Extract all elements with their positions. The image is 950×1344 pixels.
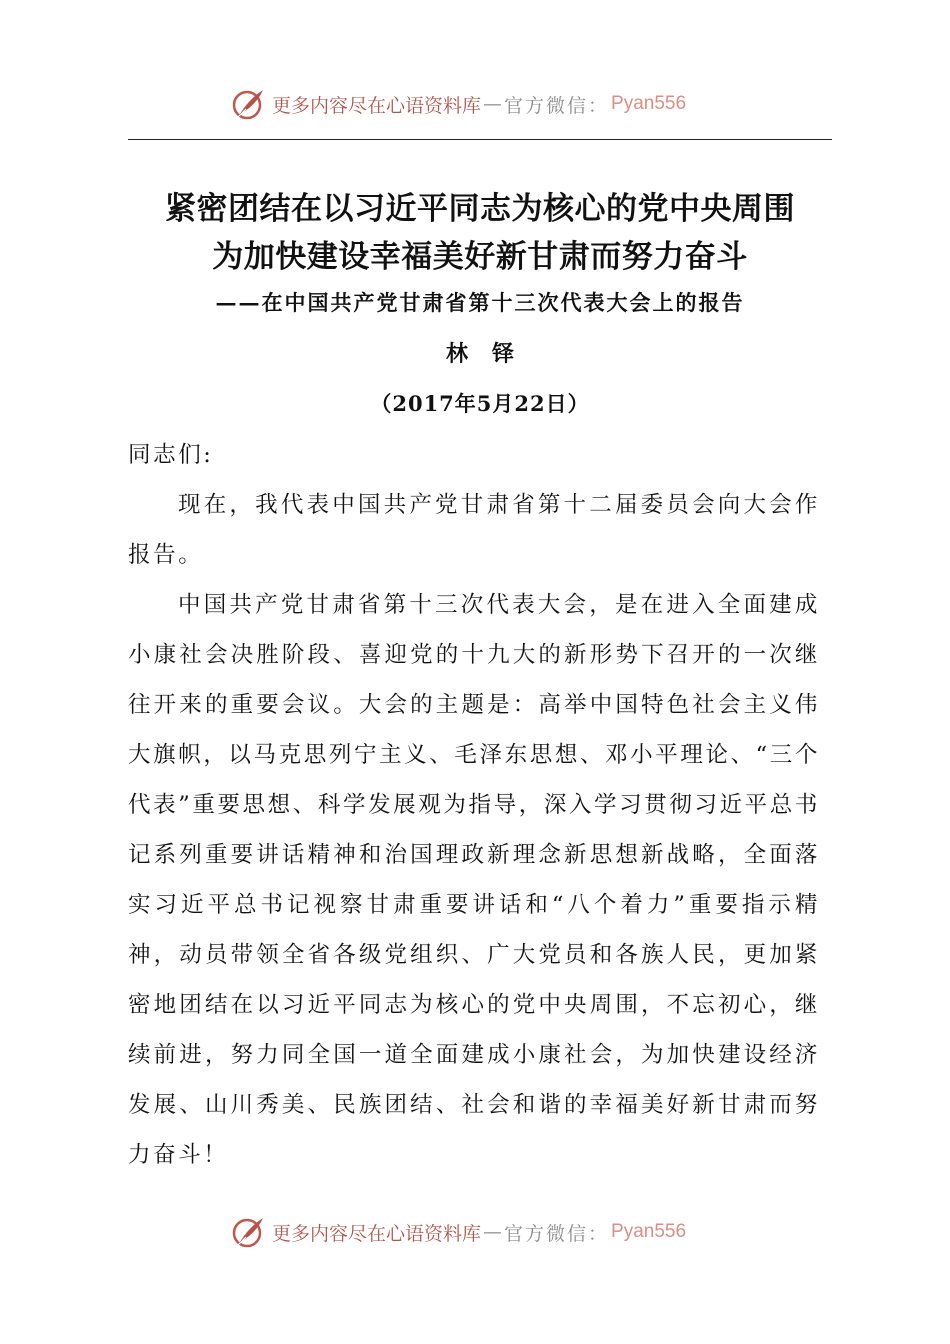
page-title-line2: 为加快建设幸福美好新甘肃而努力奋斗 bbox=[212, 239, 748, 275]
author-name: 林铎 bbox=[445, 341, 538, 367]
watermark-text: 更多内容尽在心语资料库 bbox=[272, 94, 482, 117]
watermark-text: 更多内容尽在心语资料库 bbox=[272, 1222, 482, 1245]
watermark-dash: — bbox=[483, 1221, 503, 1243]
page-title-line1: 紧密团结在以习近平同志为核心的党中央周围 bbox=[165, 191, 795, 227]
greeting: 同志们: bbox=[128, 442, 214, 468]
paragraph: 中国共产党甘肃省第十三次代表大会，是在进入全面建成小康社会决胜阶段、喜迎党的十九大的新形势下召开的一次继往开来的重要会议。大会的主题是：高举中国特色社会主义伟大旗帜，以马克思列宁主义、毛泽东思想、邓小平理论、“三个代表”重要思想、科学发展观为指导，深入学习贯彻习近平总书记系列重要讲话精神和治国理政新理念新思想新战略，全面落实习近平总书记视察甘肃重要讲话和“八个着力”重要指示精神，动员带领全省各级党组织、广大党员和各族人民，更加紧密地团结在以习近平同志为核心的党中央周围，不忘初心，继续前进，努力同全国一道全面建成小康社会，为加快建设经济发展、山川秀美、民族团结、社会和谐的幸福美好新甘肃而努力奋斗！ bbox=[128, 592, 820, 1168]
header-divider bbox=[128, 139, 832, 140]
watermark-label: 官方微信： bbox=[504, 94, 610, 117]
watermark-account: Pyan556 bbox=[611, 93, 687, 114]
watermark-dash: — bbox=[483, 93, 503, 115]
report-date: （2017年5月22日） bbox=[370, 391, 590, 416]
header-watermark bbox=[232, 84, 686, 124]
watermark-account: Pyan556 bbox=[611, 1221, 687, 1242]
footer-watermark bbox=[232, 1212, 686, 1252]
quill-pen-icon bbox=[232, 1215, 266, 1249]
page-subtitle: ——在中国共产党甘肃省第十三次代表大会上的报告 bbox=[215, 290, 745, 315]
quill-pen-icon bbox=[232, 87, 266, 121]
paragraph: 现在，我代表中国共产党甘肃省第十二届委员会向大会作报告。 bbox=[128, 492, 820, 568]
watermark-label: 官方微信： bbox=[504, 1222, 610, 1245]
